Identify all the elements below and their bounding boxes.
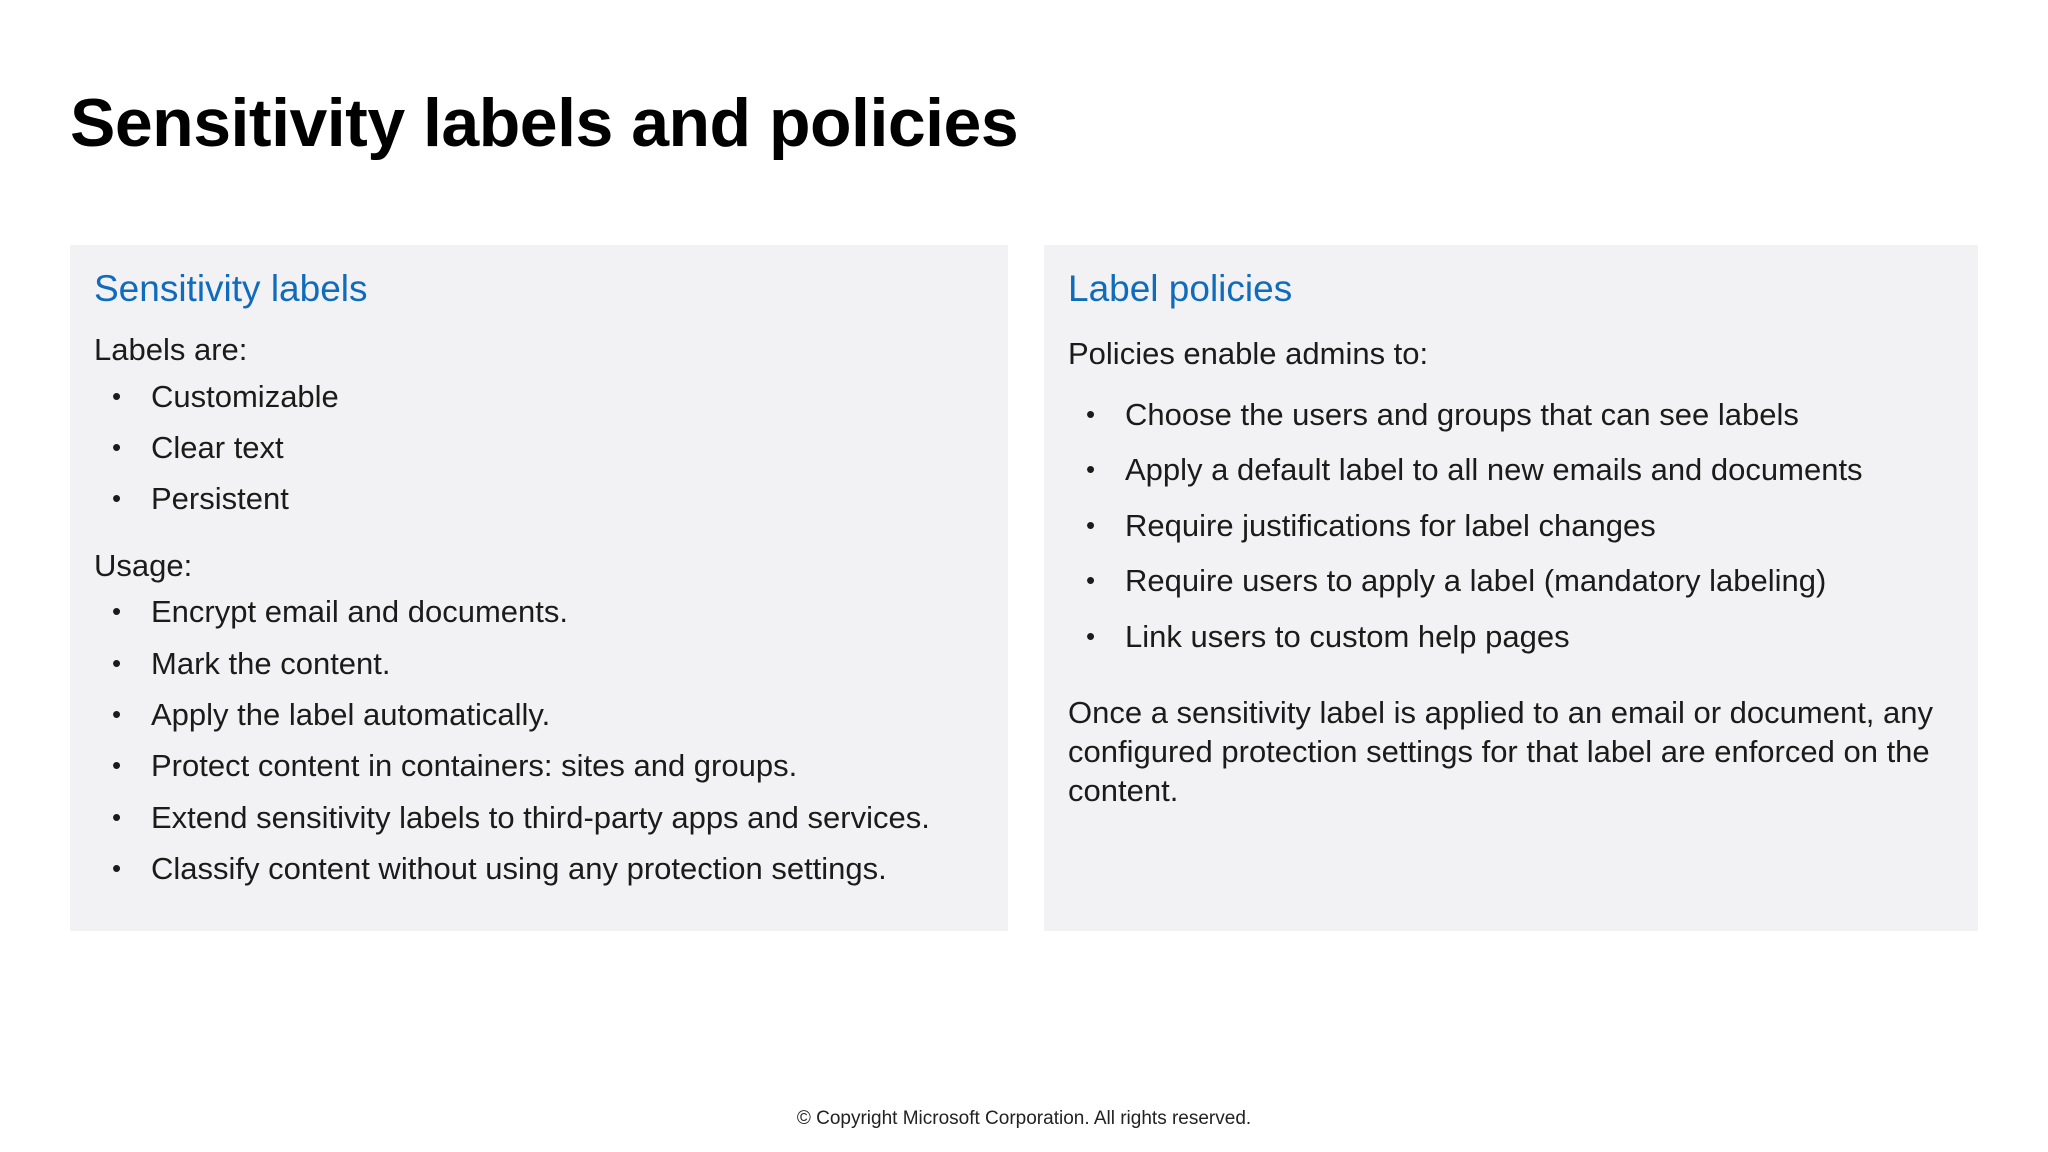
sensitivity-labels-panel xyxy=(70,245,1008,931)
list-item-text: Require users to apply a label (mandatory labeling) xyxy=(1125,563,1827,599)
list-item xyxy=(1068,553,1954,609)
list-item-text: Mark the content. xyxy=(151,645,391,681)
list-item xyxy=(94,586,984,637)
labels-list xyxy=(94,371,984,525)
bullet-icon: • xyxy=(1086,398,1096,429)
list-item-text: Customizable xyxy=(151,378,339,414)
list-item xyxy=(94,371,984,422)
list-item-text: Choose the users and groups that can see labels xyxy=(1125,396,1799,432)
list-item-text: Extend sensitivity labels to third-party apps and services. xyxy=(151,799,930,835)
list-item xyxy=(1068,609,1954,665)
bullet-icon: • xyxy=(112,801,122,832)
bullet-icon: • xyxy=(112,596,122,627)
usage-intro: Usage: xyxy=(94,547,193,583)
bullet-icon: • xyxy=(112,431,122,462)
list-item-text: Clear text xyxy=(151,429,284,465)
labels-intro: Labels are: xyxy=(94,331,248,367)
list-item-text: Encrypt email and documents. xyxy=(151,594,568,630)
list-item xyxy=(94,689,984,740)
list-item-text: Persistent xyxy=(151,481,289,517)
bullet-icon: • xyxy=(1086,454,1096,485)
bullet-icon: • xyxy=(112,647,122,678)
list-item-text: Apply a default label to all new emails and documents xyxy=(1125,452,1863,488)
bullet-icon: • xyxy=(112,750,122,781)
copyright-footer: © Copyright Microsoft Corporation. All rights reserved. xyxy=(796,1108,1252,1129)
bullet-icon: • xyxy=(112,483,122,514)
sensitivity-labels-heading: Sensitivity labels xyxy=(94,268,368,309)
list-item xyxy=(1068,387,1954,443)
list-item-text: Apply the label automatically. xyxy=(151,696,551,732)
list-item xyxy=(1068,498,1954,554)
list-item-text: Classify content without using any protection settings. xyxy=(151,850,887,886)
list-item xyxy=(94,792,984,843)
list-item xyxy=(94,422,984,473)
bullet-icon: • xyxy=(1086,565,1096,596)
bullet-icon: • xyxy=(1086,509,1096,540)
bullet-icon: • xyxy=(112,852,122,883)
bullet-icon: • xyxy=(1086,620,1096,651)
usage-list xyxy=(94,586,984,894)
policies-list xyxy=(1068,387,1954,665)
label-policies-panel xyxy=(1044,245,1978,931)
list-item-text: Require justifications for label changes xyxy=(1125,507,1656,543)
list-item xyxy=(94,638,984,689)
label-policies-heading: Label policies xyxy=(1068,268,1293,309)
list-item xyxy=(94,473,984,524)
list-item xyxy=(94,843,984,894)
list-item xyxy=(1068,442,1954,498)
policies-closing-paragraph: Once a sensitivity label is applied to an email or document, any configured protection settings for that label are enforced on the content. xyxy=(1068,695,1934,808)
list-item xyxy=(94,740,984,791)
list-item-text: Link users to custom help pages xyxy=(1125,618,1570,654)
bullet-icon: • xyxy=(112,380,122,411)
policies-intro: Policies enable admins to: xyxy=(1068,335,1429,371)
slide-title: Sensitivity labels and policies xyxy=(70,85,1019,161)
list-item-text: Protect content in containers: sites and groups. xyxy=(151,748,798,784)
bullet-icon: • xyxy=(112,698,122,729)
